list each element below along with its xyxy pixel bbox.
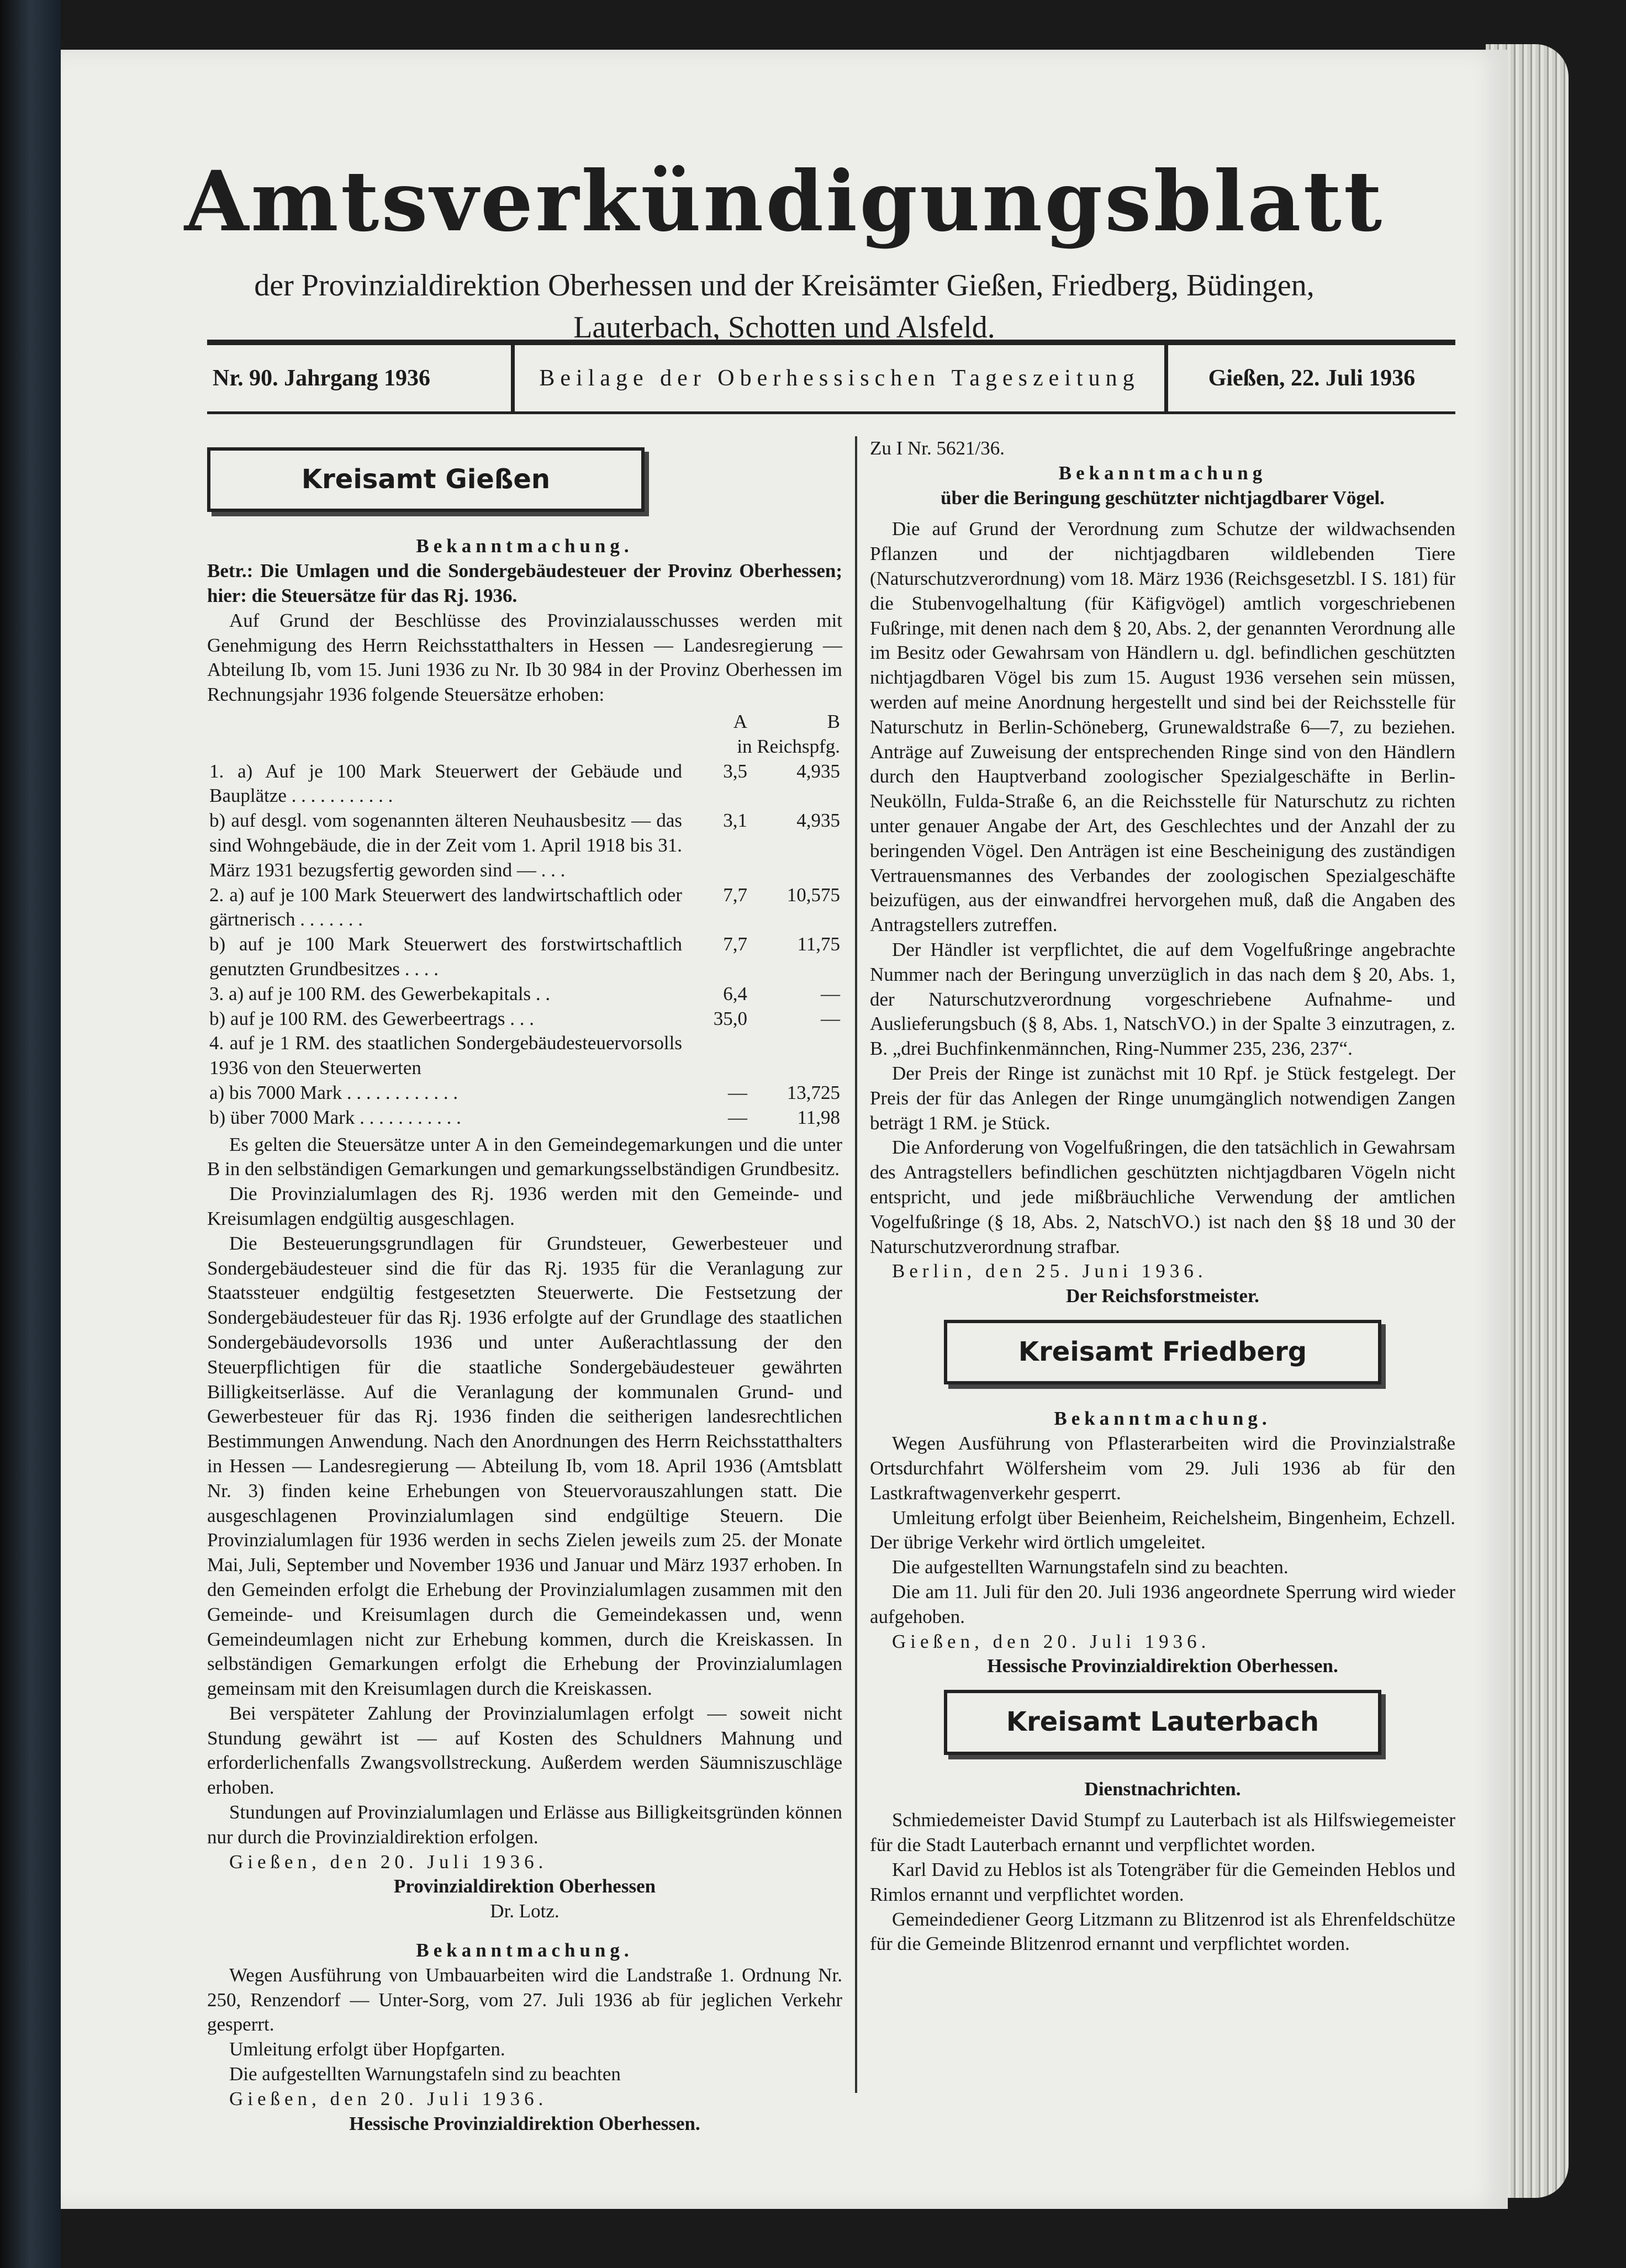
tax-rate-table <box>207 710 842 1130</box>
rate-label: 3. a) auf je 100 RM. des Gewerbekapitals . . <box>209 982 551 1005</box>
rate-label: 1. a) Auf je 100 Mark Steuerwert der Gebäude und Bauplätze . . . . . . . . . . . <box>209 760 682 807</box>
notice-paragraph: Stundungen auf Provinzialumlagen und Erlässe aus Billigkeitsgründen können nur durch die Provinzialdirektion erfolgen. <box>207 1801 842 1848</box>
rate-value-a: 7,7 <box>723 933 747 955</box>
rate-value-b: 4,935 <box>796 760 840 782</box>
notice-subheading: über die Beringung geschützter nichtjagdbarer Vögel. <box>941 487 1385 509</box>
table-row <box>207 883 842 933</box>
table-header <box>207 710 842 734</box>
rate-label: 4. auf je 1 RM. des staatlichen Sondergebäudesteuervorsolls 1936 von den Steuerwerten <box>209 1032 682 1079</box>
right-column <box>870 436 1455 1957</box>
notice-paragraph: Umleitung erfolgt über Hopfgarten. <box>229 2038 505 2060</box>
reference-number: Zu I Nr. 5621/36. <box>870 437 1005 459</box>
rate-value-b: 13,725 <box>786 1081 840 1103</box>
rate-label: a) bis 7000 Mark . . . . . . . . . . . . <box>209 1081 458 1103</box>
notice-heading: Bekanntmachung. <box>1054 1408 1271 1430</box>
notice-subject: Betr.: Die Umlagen und die Sondergebäudesteuer der Provinz Oberhessen; hier: die Steuersätze für das Rj. 1936. <box>207 560 842 607</box>
rate-value-b: 11,75 <box>797 933 840 955</box>
section-heading-friedberg: Kreisamt Friedberg <box>944 1320 1381 1384</box>
table-row <box>207 808 842 882</box>
masthead-subtitle-1: der Provinzialdirektion Oberhessen und der Kreisämter Gießen, Friedberg, Büdingen, <box>254 268 1314 303</box>
notice-heading: Bekanntmachung. <box>416 1939 633 1962</box>
notice-signature-name: Dr. Lotz. <box>490 1900 559 1922</box>
table-row <box>207 932 842 982</box>
issue-bar <box>207 340 1455 414</box>
rate-value-a: — <box>728 1106 747 1128</box>
notice-signature: Hessische Provinzialdirektion Oberhessen. <box>987 1655 1338 1677</box>
masthead-subtitle-2: Lauterbach, Schotten und Alsfeld. <box>573 310 995 345</box>
notice-place-date: Gießen, den 20. Juli 1936. <box>892 1630 1211 1652</box>
section-heading-giessen: Kreisamt Gießen <box>207 447 645 512</box>
notice-paragraph: Der Händler ist verpflichtet, die auf dem Vogelfußringe angebrachte Nummer nach der Beringung unverzüglich in das nach dem § 20, Abs. 1, der Naturschutzverordnung vorgeschriebene Aufnahme- und Auslieferungsbuch (§ 8, Abs. 1, NatschVO.) in der Spalte 3 einzutragen, z. B. „drei Buchfinkenmännchen, Ring-Nummer 235, 236, 237“. <box>870 938 1455 1060</box>
notice-paragraph: Schmiedemeister David Stumpf zu Lauterbach ist als Hilfswiegemeister für die Stadt Lauterbach ernannt und verpflichtet worden. <box>870 1809 1455 1856</box>
notice-paragraph: Die Provinzialumlagen des Rj. 1936 werden mit den Gemeinde- und Kreisumlagen endgültig ausgeschlagen. <box>207 1183 842 1229</box>
supplement-line: Beilage der Oberhessischen Tageszeitung <box>515 345 1168 411</box>
notice-heading: Dienstnachrichten. <box>1084 1778 1241 1800</box>
issue-date: Gießen, 22. Juli 1936 <box>1208 366 1416 391</box>
column-divider <box>855 436 857 2093</box>
masthead <box>61 153 1508 348</box>
rate-label: b) über 7000 Mark . . . . . . . . . . . <box>209 1106 461 1128</box>
notice-heading: Bekanntmachung <box>1058 462 1267 484</box>
notice-paragraph: Die aufgestellten Warnungstafeln sind zu beachten <box>229 2063 621 2085</box>
rate-label: b) auf desgl. vom sogenannten älteren Neuhausbesitz — das sind Wohngebäude, die in der Zeit vom 1. April 1918 bis 31. März 1931 bezugsfertig geworden sind — . . . <box>209 810 682 881</box>
notice-place-date: Berlin, den 25. Juni 1936. <box>892 1260 1207 1282</box>
issue-number: Nr. 90. Jahrgang 1936 <box>207 345 515 411</box>
notice-paragraph: Der Preis der Ringe ist zunächst mit 10 Rpf. je Stück festgelegt. Der Preis der für das Anlegen der Ringe unumgänglich notwendigen Zangen beträgt 1 RM. je Stück. <box>870 1062 1455 1134</box>
rate-label: b) auf je 100 Mark Steuerwert des forstwirtschaftlich genutzten Grundbesitzes . . . . <box>209 933 682 980</box>
notice-paragraph: Wegen Ausführung von Pflasterarbeiten wird die Provinzialstraße Ortsdurchfahrt Wölfersheim vom 29. Juli 1936 ab für den Lastkraftwagenverkehr gesperrt. <box>870 1432 1455 1504</box>
notice-paragraph: Auf Grund der Beschlüsse des Provinzialausschusses werden mit Genehmigung des Herrn Reichsstatthalters in Hessen — Landesregierung — Abteilung Ib, vom 15. Juni 1936 zu Nr. Ib 30 984 in der Provinz Oberhessen im Rechnungsjahr 1936 folgende Steuersätze erhoben: <box>207 609 842 706</box>
notice-signature: Hessische Provinzialdirektion Oberhessen. <box>349 2112 700 2134</box>
rate-value-b: 4,935 <box>796 810 840 832</box>
rate-value-a: 3,5 <box>723 760 747 782</box>
rate-value-a: 35,0 <box>713 1007 747 1029</box>
notice-paragraph: Umleitung erfolgt über Beienheim, Reichelsheim, Bingenheim, Echzell. Der übrige Verkehr wird örtlich umgeleitet. <box>870 1506 1455 1553</box>
book-binding <box>0 0 61 2268</box>
notice-paragraph: Die auf Grund der Verordnung zum Schutze der wildwachsenden Pflanzen und der nichtjagdbaren wildlebenden Tiere (Naturschutzverordnung) vom 18. März 1936 (Reichsgesetzbl. I S. 181) für die Stubenvogelhaltung (für Käfigvögel) amtlich vorgeschriebenen Fußringe, mit denen nach dem § 20, Abs. 2, der genannten Verordnung alle im Besitz oder Gewahrsam von Händlern u. dgl. befindlichen geschützten nichtjagdbaren Vögel bis zum 15. August 1936 versehen sein müssen, werden auf meine Anordnung hergestellt und sind bei der Reichsstelle für Naturschutz in Berlin-Schöneberg, Grunewaldstraße 6—7, zu beziehen. Anträge auf Zuweisung der entsprechenden Ringe sind von den Händlern durch den Hauptverband zoologischer Spezialgeschäfte in Berlin-Neukölln, Fulda-Straße 6, an die Reichsstelle für Naturschutz zu richten unter genauer Angabe der Art, des Geschlechtes und der Anzahl der zu beringenden Vögel. Den Anträgen ist eine Bescheinigung des zuständigen Vertrauensmannes des Verbandes der zoologischen Spezialgeschäfte beizufügen, aus der einwandfrei hervorgehen muß, daß die Angaben des Antragstellers zutreffen. <box>870 518 1455 936</box>
table-row <box>207 759 842 809</box>
notice-signature: Der Reichsforstmeister. <box>1066 1285 1259 1307</box>
rate-value-b: — <box>821 982 840 1005</box>
masthead-title: Amtsverkündigungsblatt <box>184 153 1385 250</box>
rate-value-a: 7,7 <box>723 884 747 906</box>
table-row <box>207 1031 842 1081</box>
rate-value-b: 10,575 <box>786 884 840 906</box>
notice-place-date: Gießen, den 20. Juli 1936. <box>229 2087 548 2110</box>
notice-paragraph: Die aufgestellten Warnungstafeln sind zu beachten. <box>892 1556 1289 1578</box>
notice-paragraph: Bei verspäteter Zahlung der Provinzialumlagen erfolgt — soweit nicht Stundung gewährt ist — auf Kosten des Schuldners Mahnung und erforderlichenfalls Zwangsvollstreckung. Außerdem werden Säumniszuschläge erhoben. <box>207 1702 842 1799</box>
table-row <box>207 1007 842 1032</box>
notice-paragraph: Wegen Ausführung von Umbauarbeiten wird die Landstraße 1. Ordnung Nr. 250, Renzendorf — Unter-Sorg, vom 27. Juli 1936 ab für jeglichen Verkehr gesperrt. <box>207 1964 842 2036</box>
rate-label: b) auf je 100 RM. des Gewerbeertrags . . . <box>209 1007 535 1029</box>
rate-value-b: — <box>821 1007 840 1029</box>
notice-paragraph: Es gelten die Steuersätze unter A in den Gemeindegemarkungen und die unter B in den selbständigen Gemarkungen und gemarkungsselbständigen Grundbesitz. <box>207 1133 842 1180</box>
newspaper-page <box>61 50 1508 2209</box>
rate-value-b <box>749 1031 842 1081</box>
notice-paragraph: Gemeindediener Georg Litzmann zu Blitzenrod ist als Ehrenfeldschütze für die Gemeinde Blitzenrod ernannt und verpflichtet worden. <box>870 1908 1455 1955</box>
notice-place-date: Gießen, den 20. Juli 1936. <box>229 1851 548 1873</box>
rate-value-a <box>684 1031 749 1081</box>
notice-paragraph: Karl David zu Heblos ist als Totengräber für die Gemeinden Heblos und Rimlos ernannt und verpflichtet worden. <box>870 1858 1455 1905</box>
rate-value-a: 6,4 <box>723 982 747 1005</box>
notice-paragraph: Die am 11. Juli für den 20. Juli 1936 angeordnete Sperrung wird wieder aufgehoben. <box>870 1580 1455 1627</box>
notice-signature: Provinzialdirektion Oberhessen <box>393 1875 656 1897</box>
column-header-a: A <box>733 711 747 733</box>
column-unit: in Reichspfg. <box>737 735 840 757</box>
table-row <box>207 1081 842 1106</box>
rate-value-a: 3,1 <box>723 810 747 832</box>
table-row <box>207 1106 842 1130</box>
section-heading-lauterbach: Kreisamt Lauterbach <box>944 1690 1381 1754</box>
notice-paragraph: Die Besteuerungsgrundlagen für Grundsteuer, Gewerbesteuer und Sondergebäudesteuer sind die für das Rj. 1935 für die Veranlagung zur Staatssteuer endgültig festgesetzten Steuerwerte. Die Festsetzung der Sondergebäudesteuer für das Rj. 1936 erfolgte auf der Grundlage des staatlichen Sondergebäudevorsolls 1936 und unter Außerachtlassung der den Steuerpflichtigen für die staatliche Sondergebäudesteuer gewährten Billigkeitserlässe. Auf die Veranlagung der kommunalen Grund- und Gewerbesteuer für das Rj. 1936 finden die seitherigen landesrechtlichen Bestimmungen Anwendung. Nach den Anordnungen des Herrn Reichsstatthalters in Hessen — Landesregierung — Abteilung Ib, vom 18. April 1936 (Amtsblatt Nr. 3) finden keine Erhebungen von Steuervorauszahlungen statt. Die ausgeschlagenen Provinzialumlagen sind endgültige Steuern. Die Provinzialumlagen für 1936 werden in sechs Zielen jeweils zum 25. der Monate Mai, Juli, September und November 1936 und Januar und März 1937 erhoben. In den Gemeinden erfolgt die Erhebung der Provinzialumlagen zusammen mit den Gemeinde- und Kreisumlagen durch die Gemeindekassen und, wenn Gemeindeumlagen nicht zur Erhebung kommen, durch die Kreiskassen. In selbständigen Gemarkungen erfolgt die Erhebung der Provinzialumlagen gemeinsam mit den Kreisumlagen durch die Kreiskassen. <box>207 1232 842 1700</box>
column-header-b: B <box>827 711 840 733</box>
table-header-unit <box>207 734 842 759</box>
rate-value-a: — <box>728 1081 747 1103</box>
notice-paragraph: Die Anforderung von Vogelfußringen, die den tatsächlich in Gewahrsam des Antragstellers befindlichen geschützten nichtjagdbaren Vögeln nicht entspricht, und jede mißbräuchliche Verwendung der amtlichen Vogelfußringe (§ 18, Abs. 2, NatschVO.) ist nach den §§ 18 und 30 der Naturschutzverordnung strafbar. <box>870 1136 1455 1257</box>
rate-value-b: 11,98 <box>797 1106 840 1128</box>
left-column <box>207 436 842 2136</box>
rate-label: 2. a) auf je 100 Mark Steuerwert des landwirtschaftlich oder gärtnerisch . . . . . . . <box>209 884 682 931</box>
notice-heading: Bekanntmachung. <box>416 535 633 557</box>
table-row <box>207 982 842 1007</box>
